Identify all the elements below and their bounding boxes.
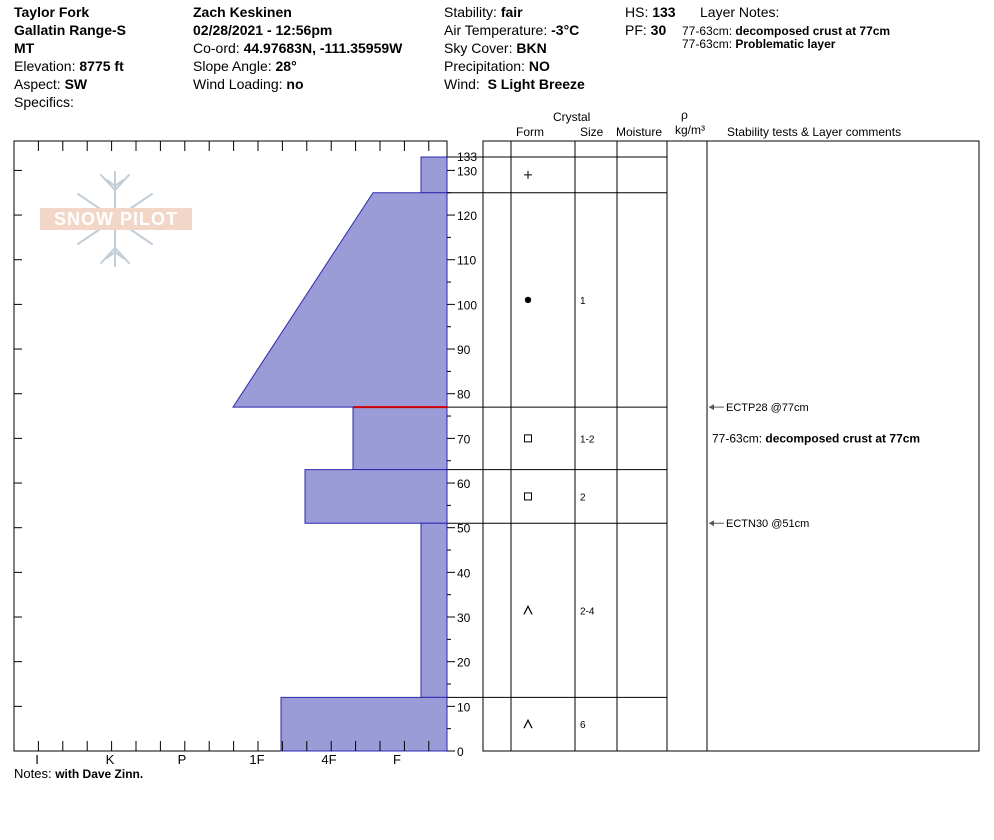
stability-test-label: ECTN30 @51cm [726,518,810,531]
layer-comment-range: 77-63cm: [712,431,766,446]
aspect: Aspect: SW [14,76,88,92]
hardness-layer-2 [353,407,447,470]
sky-cover: Sky Cover: BKN [444,40,547,56]
pf: PF: 30 [625,22,667,38]
layer-row-0 [524,171,532,179]
hardness-tick-label-4: 4F [321,752,337,767]
stability-test-0 [709,402,809,414]
arrow-left-icon [709,404,714,410]
hardness-tick-label-2: P [177,752,187,767]
layer-table [447,141,920,751]
hardness-layer-0 [421,157,447,193]
stability: Stability: fair [444,4,523,20]
hardness-layer-1 [233,193,447,407]
height-tick-label-6: 60 [457,477,471,492]
layer-row-4 [524,606,595,617]
height-tick-label-5: 50 [457,521,471,536]
height-tick-label-13: 130 [457,164,478,179]
height-tick-label-9: 90 [457,343,471,358]
crystal-form-rounded-icon [525,297,531,303]
datetime: 02/28/2021 - 12:56pm [193,22,333,38]
crystal-form-depth-hoar-icon [524,606,532,614]
precipitation: Precipitation: NO [444,58,550,74]
layer-row-3 [525,492,587,503]
form-header: Form [516,125,544,139]
layer-note-2: 77-63cm: Problematic layer [682,37,836,51]
hardness-layers [233,157,447,751]
hardness-layer-4 [421,523,447,697]
specifics: Specifics: [14,94,74,110]
layer-note-1: 77-63cm: decomposed crust at 77cm [682,24,891,38]
height-tick-label-12: 120 [457,209,478,224]
wind-loading: Wind Loading: no [193,76,304,92]
stability-test-1 [709,518,809,530]
height-tick-label-10: 100 [457,298,478,313]
size-header: Size [580,125,604,139]
hardness-tick-label-3: 1F [249,752,265,767]
snowpilot-logo [40,172,192,266]
crystal-size-2: 1-2 [580,434,595,446]
layer-row-5 [524,720,586,731]
coordinates: Co-ord: 44.97683N, -111.35959W [193,40,403,56]
layer-comment-0 [712,431,920,445]
crystal-size-1: 1 [580,295,586,307]
logo-text: SNOW PILOT [54,209,178,229]
height-tick-label-2: 20 [457,655,471,670]
stability-test-label: ECTP28 @77cm [726,402,809,415]
state: MT [14,40,35,56]
crystal-size-4: 2-4 [580,606,595,618]
hardness-tick-label-1: K [105,752,115,767]
layer-row-1 [525,296,586,307]
hardness-layer-3 [305,470,447,524]
density-unit-header: kg/m³ [675,123,705,137]
crystal-size-5: 6 [580,720,586,732]
elevation: Elevation: 8775 ft [14,58,124,74]
layer-table-frame [483,141,979,751]
moisture-header: Moisture [616,125,663,139]
notes: Notes: with Dave Zinn. [14,766,144,781]
height-tick-label-3: 30 [457,611,471,626]
height-tick-label-14: 133 [457,150,478,164]
height-tick-label-1: 10 [457,700,471,715]
comments-header: Stability tests & Layer comments [727,125,902,139]
crystal-form-faceted-icon [525,435,532,442]
crystal-size-3: 2 [580,492,586,504]
crystal-form-depth-hoar-icon [524,720,532,728]
rho-header: ρ [681,108,688,122]
height-tick-label-0: 0 [457,745,464,759]
hardness-tick-label-0: I [35,752,39,767]
hs: HS: 133 [625,4,676,20]
range: Gallatin Range-S [14,22,127,38]
layer-comment-text: decomposed crust at 77cm [765,431,921,446]
height-tick-label-7: 70 [457,432,471,447]
layer-row-2 [525,434,595,445]
hardness-layer-5 [281,697,447,751]
arrow-left-icon [709,520,714,526]
crystal-header: Crystal [553,110,591,124]
height-tick-label-8: 80 [457,387,471,402]
slope-angle: Slope Angle: 28° [193,58,297,74]
height-tick-label-4: 40 [457,566,471,581]
crystal-form-faceted-icon [525,493,532,500]
location: Taylor Fork [14,4,90,20]
wind: Wind: S Light Breeze [444,76,585,92]
air-temperature: Air Temperature: -3°C [444,22,580,38]
layer-notes-label: Layer Notes: [700,4,780,20]
height-tick-label-11: 110 [457,253,477,268]
observer: Zach Keskinen [193,4,292,20]
hardness-tick-label-5: F [393,752,401,767]
